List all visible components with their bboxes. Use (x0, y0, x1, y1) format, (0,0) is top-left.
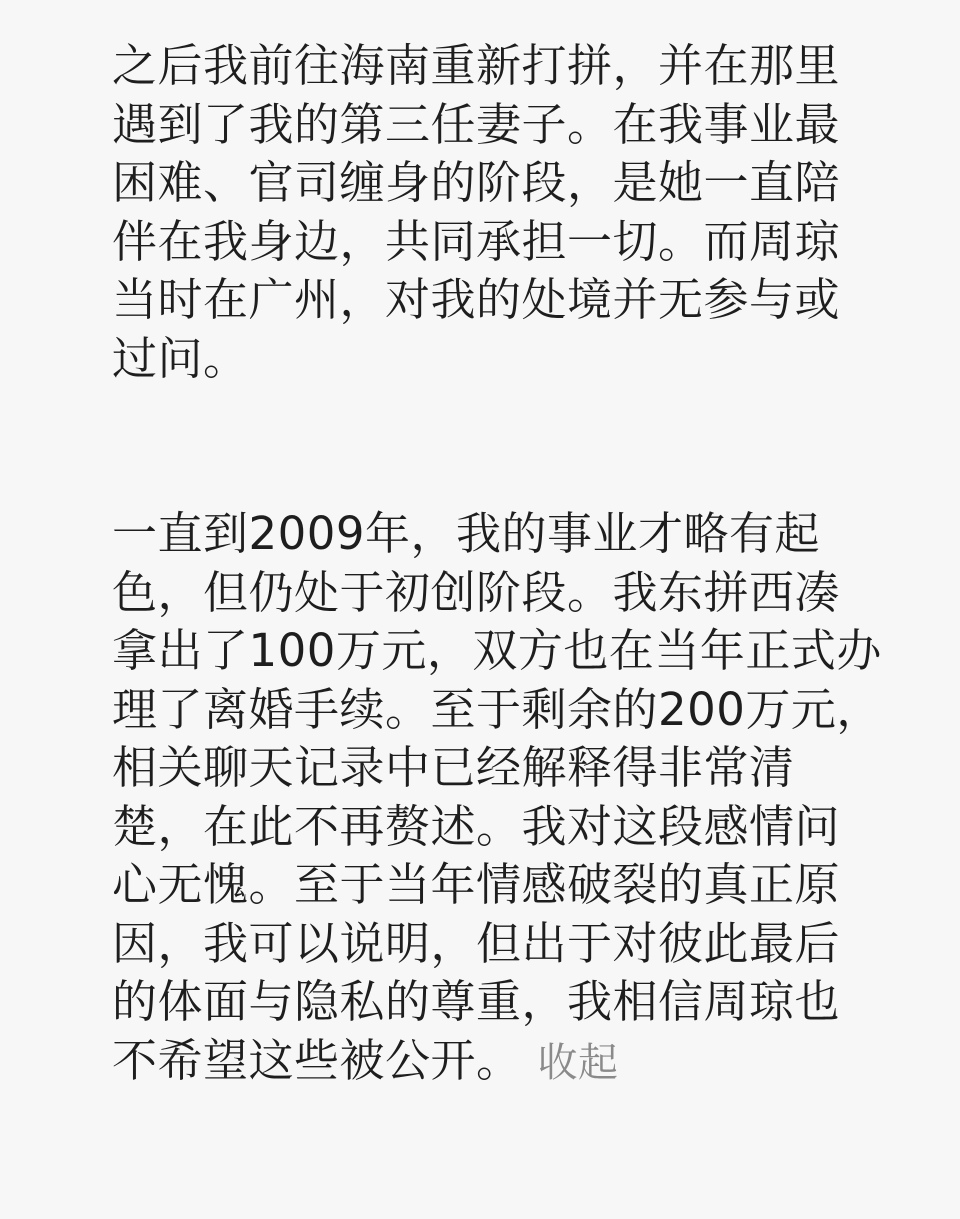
text-line-last (112, 1032, 882, 1093)
post-body (112, 37, 882, 1092)
text-line: 相关聊天记录中已经解释得非常清 (112, 741, 795, 794)
paragraph-spacer (112, 388, 882, 505)
text-line: 理了离婚手续。至于剩余的200万元， (112, 682, 882, 736)
text-line: 困难、官司缠身的阶段，是她一直陪 (112, 156, 841, 209)
text-line: 楚，在此不再赘述。我对这段感情问 (112, 799, 841, 853)
text-line: 伴在我身边，共同承担一切。而周琼 (112, 214, 841, 268)
text-line: 一直到2009年，我的事业才略有起 (112, 507, 821, 560)
post-paragraph-1 (112, 37, 882, 388)
text-line: 遇到了我的第三任妻子。在我事业最 (112, 97, 841, 151)
text-line: 因，我可以说明，但出于对彼此最后 (112, 916, 841, 970)
text-line: 色，但仍处于初创阶段。我东拼西凑 (112, 565, 841, 619)
text-line-final: 不希望这些被公开。 (112, 1033, 522, 1087)
text-line: 拿出了100万元，双方也在当年正式办 (112, 624, 882, 677)
text-line: 的体面与隐私的尊重，我相信周琼也 (112, 975, 841, 1028)
text-line: 心无愧。至于当年情感破裂的真正原 (112, 858, 841, 911)
collapse-link[interactable]: 收起 (537, 1039, 619, 1086)
post-paragraph-2 (112, 505, 882, 1092)
text-line: 之后我前往海南重新打拼，并在那里 (112, 39, 841, 92)
text-line: 过问。 (112, 331, 249, 385)
text-line: 当时在广州，对我的处境并无参与或 (112, 273, 841, 326)
